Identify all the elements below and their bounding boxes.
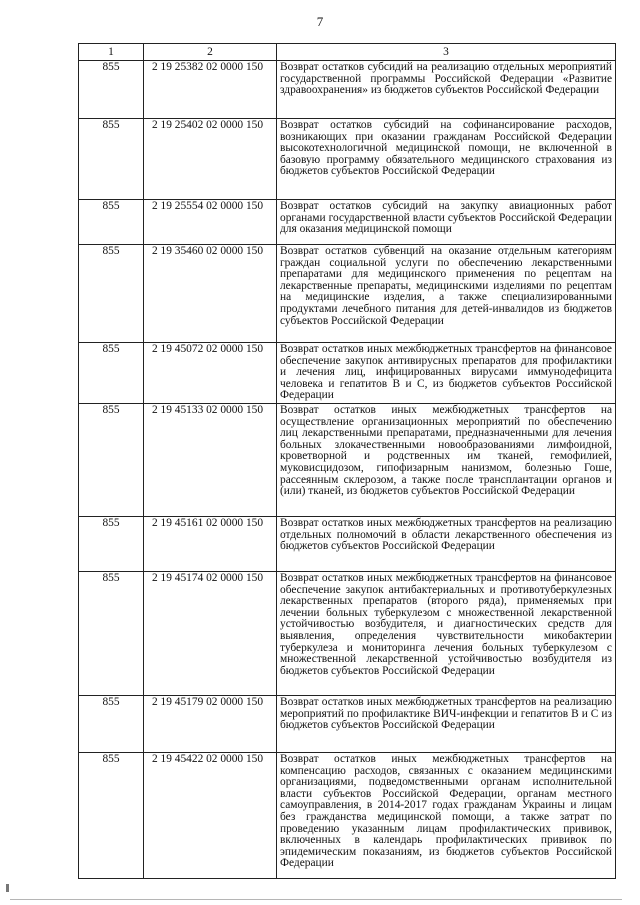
budget-code-table bbox=[78, 43, 616, 879]
admin-code-cell: 855 bbox=[79, 343, 144, 404]
admin-code-cell: 855 bbox=[79, 200, 144, 245]
description-cell: Возврат остатков иных межбюджетных трансфертов на реализацию мероприятий по профилактике ВИЧ-инфекции и гепатитов B и C из бюджетов субъектов Российской Федерации bbox=[277, 695, 616, 752]
column-header-1: 1 bbox=[79, 44, 144, 61]
budget-code-cell: 2 19 45072 02 0000 150 bbox=[144, 343, 277, 404]
description-cell: Возврат остатков иных межбюджетных трансфертов на реализацию отдельных полномочий в области лекарственного обеспечения из бюджетов субъектов Российской Федерации bbox=[277, 516, 616, 571]
description-cell: Возврат остатков субсидий на реализацию отдельных мероприятий государственной программы Российской Федерации «Развитие здравоохранения» из бюджетов субъектов Российской Федерации bbox=[277, 61, 616, 119]
admin-code-cell: 855 bbox=[79, 403, 144, 516]
description-cell: Возврат остатков иных межбюджетных трансфертов на осуществление организационных мероприятий по обеспечению лиц лекарственными препаратами, предназначенными для лечения больных злокачественными новообразованиями лимфоидной, кроветворной и родственных им тканей, гемофилией, муковисцидозом, гипофизарным нанизмом, болезнью Гоше, рассеянным склерозом, а также после трансплантации органов и (или) тканей, из бюджетов субъектов Российской Федерации bbox=[277, 403, 616, 516]
budget-code-cell: 2 19 25382 02 0000 150 bbox=[144, 61, 277, 119]
column-header-3: 3 bbox=[277, 44, 616, 61]
budget-code-cell: 2 19 25402 02 0000 150 bbox=[144, 119, 277, 200]
table-row bbox=[79, 245, 616, 343]
admin-code-cell: 855 bbox=[79, 695, 144, 752]
page-number: 7 bbox=[316, 14, 324, 29]
admin-code-cell: 855 bbox=[79, 752, 144, 878]
table-row bbox=[79, 695, 616, 752]
budget-code-cell: 2 19 25554 02 0000 150 bbox=[144, 200, 277, 245]
table-row bbox=[79, 516, 616, 571]
admin-code-cell: 855 bbox=[79, 245, 144, 343]
description-cell: Возврат остатков субсидий на софинансирование расходов, возникающих при оказании гражданам Российской Федерации высокотехнологичной медицинской помощи, не включенной в базовую программу обязательного медицинского страхования из бюджетов субъектов Российской Федерации bbox=[277, 119, 616, 200]
description-cell: Возврат остатков иных межбюджетных трансфертов на финансовое обеспечение закупок антибактериальных и противотуберкулезных лекарственных препаратов (второго ряда), применяемых при лечении больных туберкулезом с множественной лекарственной устойчивостью возбудителя, и диагностических средств для выявления, определения чувствительности микобактерии туберкулеза и мониторинга лечения больных туберкулезом с множественной лекарственной устойчивостью возбудителя из бюджетов субъектов Российской Федерации bbox=[277, 571, 616, 695]
table-row bbox=[79, 200, 616, 245]
description-cell: Возврат остатков субвенций на оказание отдельным категориям граждан социальной услуги по обеспечению лекарственными препаратами для медицинского применения по рецептам на лекарственные препараты, медицинскими изделиями по рецептам на медицинские изделия, а также специализированными продуктами лечебного питания для детей-инвалидов из бюджетов субъектов Российской Федерации bbox=[277, 245, 616, 343]
table-row bbox=[79, 752, 616, 878]
description-cell: Возврат остатков иных межбюджетных трансфертов на финансовое обеспечение закупок антивирусных препаратов для профилактики и лечения лиц, инфицированных вирусами иммунодефицита человека и гепатитов B и C, из бюджетов субъектов Российской Федерации bbox=[277, 343, 616, 404]
budget-code-cell: 2 19 35460 02 0000 150 bbox=[144, 245, 277, 343]
budget-code-cell: 2 19 45133 02 0000 150 bbox=[144, 403, 277, 516]
table-header-row bbox=[79, 44, 616, 61]
table-row bbox=[79, 61, 616, 119]
description-cell: Возврат остатков иных межбюджетных трансфертов на компенсацию расходов, связанных с оказанием медицинскими организациями, подведомственными органам исполнительной власти субъектов Российской Федерации, органам местного самоуправления, в 2014-2017 годах гражданам Украины и лицам без гражданства медицинской помощи, а также затрат по проведению указанным лицам профилактических прививок, включенных в календарь профилактических прививок по эпидемическим показаниям, из бюджетов субъектов Российской Федерации bbox=[277, 752, 616, 878]
column-header-2: 2 bbox=[144, 44, 277, 61]
table-row bbox=[79, 119, 616, 200]
admin-code-cell: 855 bbox=[79, 516, 144, 571]
table-row bbox=[79, 343, 616, 404]
admin-code-cell: 855 bbox=[79, 61, 144, 119]
table-row bbox=[79, 571, 616, 695]
budget-code-cell: 2 19 45161 02 0000 150 bbox=[144, 516, 277, 571]
scan-artifact bbox=[6, 884, 9, 892]
table-row bbox=[79, 403, 616, 516]
admin-code-cell: 855 bbox=[79, 119, 144, 200]
admin-code-cell: 855 bbox=[79, 571, 144, 695]
budget-code-cell: 2 19 45179 02 0000 150 bbox=[144, 695, 277, 752]
budget-code-cell: 2 19 45174 02 0000 150 bbox=[144, 571, 277, 695]
scan-edge-line bbox=[10, 899, 622, 900]
description-cell: Возврат остатков субсидий на закупку авиационных работ органами государственной власти субъектов Российской Федерации для оказания медицинской помощи bbox=[277, 200, 616, 245]
budget-code-cell: 2 19 45422 02 0000 150 bbox=[144, 752, 277, 878]
